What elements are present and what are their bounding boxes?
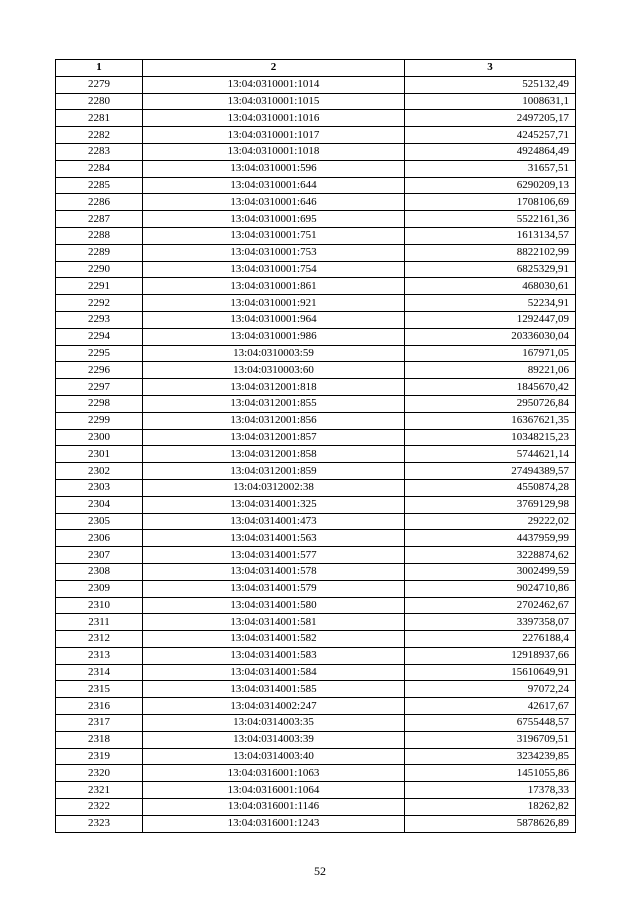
table-row bbox=[56, 429, 576, 446]
column-header-1: 1 bbox=[56, 60, 143, 77]
value-cell: 468030,61 bbox=[405, 278, 576, 295]
value-cell: 167971,05 bbox=[405, 345, 576, 362]
value-cell: 17378,33 bbox=[405, 782, 576, 799]
value-cell: 31657,51 bbox=[405, 160, 576, 177]
table-row bbox=[56, 395, 576, 412]
table-row bbox=[56, 311, 576, 328]
table-row bbox=[56, 748, 576, 765]
table-row bbox=[56, 194, 576, 211]
value-cell: 1451055,86 bbox=[405, 765, 576, 782]
table-row bbox=[56, 799, 576, 816]
cadastral-number-cell: 13:04:0310001:596 bbox=[143, 160, 405, 177]
row-number-cell: 2308 bbox=[56, 563, 143, 580]
value-cell: 4245257,71 bbox=[405, 127, 576, 144]
row-number-cell: 2285 bbox=[56, 177, 143, 194]
cadastral-number-cell: 13:04:0312002:38 bbox=[143, 479, 405, 496]
value-cell: 1845670,42 bbox=[405, 379, 576, 396]
row-number-cell: 2280 bbox=[56, 93, 143, 110]
table-row bbox=[56, 412, 576, 429]
cadastral-number-cell: 13:04:0310001:646 bbox=[143, 194, 405, 211]
row-number-cell: 2286 bbox=[56, 194, 143, 211]
column-header-3: 3 bbox=[405, 60, 576, 77]
table-row bbox=[56, 631, 576, 648]
value-cell: 2702462,67 bbox=[405, 597, 576, 614]
row-number-cell: 2293 bbox=[56, 311, 143, 328]
cadastral-number-cell: 13:04:0312001:857 bbox=[143, 429, 405, 446]
row-number-cell: 2323 bbox=[56, 815, 143, 832]
value-cell: 4437959,99 bbox=[405, 530, 576, 547]
cadastral-number-cell: 13:04:0314001:578 bbox=[143, 563, 405, 580]
row-number-cell: 2302 bbox=[56, 463, 143, 480]
cadastral-number-cell: 13:04:0312001:859 bbox=[143, 463, 405, 480]
table-row bbox=[56, 244, 576, 261]
table-row bbox=[56, 580, 576, 597]
table-row bbox=[56, 513, 576, 530]
row-number-cell: 2287 bbox=[56, 211, 143, 228]
header-row bbox=[56, 60, 576, 77]
cadastral-number-cell: 13:04:0310001:1018 bbox=[143, 143, 405, 160]
row-number-cell: 2305 bbox=[56, 513, 143, 530]
row-number-cell: 2292 bbox=[56, 295, 143, 312]
row-number-cell: 2319 bbox=[56, 748, 143, 765]
table-row bbox=[56, 664, 576, 681]
table-row bbox=[56, 211, 576, 228]
row-number-cell: 2311 bbox=[56, 614, 143, 631]
value-cell: 89221,06 bbox=[405, 362, 576, 379]
value-cell: 5744621,14 bbox=[405, 446, 576, 463]
table-row bbox=[56, 698, 576, 715]
value-cell: 8822102,99 bbox=[405, 244, 576, 261]
row-number-cell: 2316 bbox=[56, 698, 143, 715]
value-cell: 3769129,98 bbox=[405, 496, 576, 513]
value-cell: 16367621,35 bbox=[405, 412, 576, 429]
table-row bbox=[56, 782, 576, 799]
value-cell: 12918937,66 bbox=[405, 647, 576, 664]
cadastral-number-cell: 13:04:0310001:1015 bbox=[143, 93, 405, 110]
cadastral-number-cell: 13:04:0316001:1063 bbox=[143, 765, 405, 782]
table-row bbox=[56, 278, 576, 295]
cadastral-number-cell: 13:04:0312001:858 bbox=[143, 446, 405, 463]
cadastral-number-cell: 13:04:0314001:473 bbox=[143, 513, 405, 530]
row-number-cell: 2314 bbox=[56, 664, 143, 681]
cadastral-number-cell: 13:04:0314002:247 bbox=[143, 698, 405, 715]
value-cell: 1292447,09 bbox=[405, 311, 576, 328]
cadastral-number-cell: 13:04:0314001:579 bbox=[143, 580, 405, 597]
cadastral-number-cell: 13:04:0314001:582 bbox=[143, 631, 405, 648]
value-cell: 525132,49 bbox=[405, 76, 576, 93]
value-cell: 1613134,57 bbox=[405, 227, 576, 244]
page-number: 52 bbox=[314, 864, 326, 878]
table-row bbox=[56, 261, 576, 278]
table-row bbox=[56, 446, 576, 463]
table-row bbox=[56, 597, 576, 614]
value-cell: 3228874,62 bbox=[405, 547, 576, 564]
value-cell: 5522161,36 bbox=[405, 211, 576, 228]
value-cell: 52234,91 bbox=[405, 295, 576, 312]
row-number-cell: 2309 bbox=[56, 580, 143, 597]
table-row bbox=[56, 328, 576, 345]
row-number-cell: 2281 bbox=[56, 110, 143, 127]
cadastral-number-cell: 13:04:0314003:39 bbox=[143, 731, 405, 748]
cadastral-number-cell: 13:04:0310001:695 bbox=[143, 211, 405, 228]
value-cell: 5878626,89 bbox=[405, 815, 576, 832]
value-cell: 29222,02 bbox=[405, 513, 576, 530]
row-number-cell: 2317 bbox=[56, 715, 143, 732]
row-number-cell: 2304 bbox=[56, 496, 143, 513]
value-cell: 4924864,49 bbox=[405, 143, 576, 160]
row-number-cell: 2297 bbox=[56, 379, 143, 396]
cadastral-number-cell: 13:04:0314001:585 bbox=[143, 681, 405, 698]
cadastral-number-cell: 13:04:0316001:1146 bbox=[143, 799, 405, 816]
cadastral-number-cell: 13:04:0310001:964 bbox=[143, 311, 405, 328]
value-cell: 20336030,04 bbox=[405, 328, 576, 345]
row-number-cell: 2312 bbox=[56, 631, 143, 648]
table-row bbox=[56, 362, 576, 379]
cadastral-number-cell: 13:04:0310001:1016 bbox=[143, 110, 405, 127]
value-cell: 3234239,85 bbox=[405, 748, 576, 765]
row-number-cell: 2289 bbox=[56, 244, 143, 261]
cadastral-number-cell: 13:04:0310001:986 bbox=[143, 328, 405, 345]
value-cell: 6755448,57 bbox=[405, 715, 576, 732]
row-number-cell: 2279 bbox=[56, 76, 143, 93]
table-row bbox=[56, 76, 576, 93]
cadastral-number-cell: 13:04:0310001:753 bbox=[143, 244, 405, 261]
row-number-cell: 2291 bbox=[56, 278, 143, 295]
value-cell: 9024710,86 bbox=[405, 580, 576, 597]
value-cell: 6825329,91 bbox=[405, 261, 576, 278]
cadastral-number-cell: 13:04:0312001:855 bbox=[143, 395, 405, 412]
row-number-cell: 2321 bbox=[56, 782, 143, 799]
cadastral-number-cell: 13:04:0314001:325 bbox=[143, 496, 405, 513]
table-row bbox=[56, 379, 576, 396]
table-row bbox=[56, 295, 576, 312]
table-row bbox=[56, 110, 576, 127]
cadastral-number-cell: 13:04:0316001:1064 bbox=[143, 782, 405, 799]
table-row bbox=[56, 715, 576, 732]
value-cell: 97072,24 bbox=[405, 681, 576, 698]
value-cell: 4550874,28 bbox=[405, 479, 576, 496]
cadastral-number-cell: 13:04:0314001:581 bbox=[143, 614, 405, 631]
value-cell: 10348215,23 bbox=[405, 429, 576, 446]
table-row bbox=[56, 127, 576, 144]
cadastral-number-cell: 13:04:0314001:584 bbox=[143, 664, 405, 681]
cadastral-number-cell: 13:04:0310001:1014 bbox=[143, 76, 405, 93]
table-row bbox=[56, 547, 576, 564]
value-cell: 1708106,69 bbox=[405, 194, 576, 211]
row-number-cell: 2301 bbox=[56, 446, 143, 463]
value-cell: 2497205,17 bbox=[405, 110, 576, 127]
row-number-cell: 2283 bbox=[56, 143, 143, 160]
data-table bbox=[55, 59, 576, 833]
cadastral-number-cell: 13:04:0314001:583 bbox=[143, 647, 405, 664]
row-number-cell: 2290 bbox=[56, 261, 143, 278]
row-number-cell: 2288 bbox=[56, 227, 143, 244]
table-row bbox=[56, 143, 576, 160]
cadastral-number-cell: 13:04:0314001:577 bbox=[143, 547, 405, 564]
table-row bbox=[56, 463, 576, 480]
row-number-cell: 2307 bbox=[56, 547, 143, 564]
table-row bbox=[56, 815, 576, 832]
row-number-cell: 2298 bbox=[56, 395, 143, 412]
row-number-cell: 2284 bbox=[56, 160, 143, 177]
value-cell: 18262,82 bbox=[405, 799, 576, 816]
row-number-cell: 2313 bbox=[56, 647, 143, 664]
table-row bbox=[56, 563, 576, 580]
table-row bbox=[56, 479, 576, 496]
row-number-cell: 2315 bbox=[56, 681, 143, 698]
cadastral-number-cell: 13:04:0310003:60 bbox=[143, 362, 405, 379]
row-number-cell: 2295 bbox=[56, 345, 143, 362]
value-cell: 2950726,84 bbox=[405, 395, 576, 412]
cadastral-number-cell: 13:04:0314001:580 bbox=[143, 597, 405, 614]
cadastral-number-cell: 13:04:0310001:751 bbox=[143, 227, 405, 244]
row-number-cell: 2296 bbox=[56, 362, 143, 379]
cadastral-number-cell: 13:04:0310001:644 bbox=[143, 177, 405, 194]
value-cell: 3196709,51 bbox=[405, 731, 576, 748]
cadastral-number-cell: 13:04:0310001:754 bbox=[143, 261, 405, 278]
cadastral-number-cell: 13:04:0312001:818 bbox=[143, 379, 405, 396]
row-number-cell: 2294 bbox=[56, 328, 143, 345]
value-cell: 6290209,13 bbox=[405, 177, 576, 194]
cadastral-number-cell: 13:04:0312001:856 bbox=[143, 412, 405, 429]
cadastral-number-cell: 13:04:0310001:1017 bbox=[143, 127, 405, 144]
value-cell: 1008631,1 bbox=[405, 93, 576, 110]
table-row bbox=[56, 614, 576, 631]
value-cell: 15610649,91 bbox=[405, 664, 576, 681]
cadastral-number-cell: 13:04:0310001:921 bbox=[143, 295, 405, 312]
cadastral-number-cell: 13:04:0310003:59 bbox=[143, 345, 405, 362]
cadastral-number-cell: 13:04:0314003:40 bbox=[143, 748, 405, 765]
cadastral-number-cell: 13:04:0314003:35 bbox=[143, 715, 405, 732]
table-body bbox=[56, 76, 576, 832]
row-number-cell: 2310 bbox=[56, 597, 143, 614]
table-row bbox=[56, 496, 576, 513]
table-row bbox=[56, 345, 576, 362]
cadastral-number-cell: 13:04:0310001:861 bbox=[143, 278, 405, 295]
cadastral-number-cell: 13:04:0316001:1243 bbox=[143, 815, 405, 832]
table-row bbox=[56, 177, 576, 194]
row-number-cell: 2282 bbox=[56, 127, 143, 144]
value-cell: 42617,67 bbox=[405, 698, 576, 715]
row-number-cell: 2300 bbox=[56, 429, 143, 446]
table-header bbox=[56, 60, 576, 77]
value-cell: 27494389,57 bbox=[405, 463, 576, 480]
table-row bbox=[56, 530, 576, 547]
table-row bbox=[56, 765, 576, 782]
row-number-cell: 2306 bbox=[56, 530, 143, 547]
row-number-cell: 2322 bbox=[56, 799, 143, 816]
row-number-cell: 2299 bbox=[56, 412, 143, 429]
table-row bbox=[56, 93, 576, 110]
column-header-2: 2 bbox=[143, 60, 405, 77]
row-number-cell: 2303 bbox=[56, 479, 143, 496]
table-row bbox=[56, 160, 576, 177]
value-cell: 3002499,59 bbox=[405, 563, 576, 580]
table-row bbox=[56, 227, 576, 244]
value-cell: 3397358,07 bbox=[405, 614, 576, 631]
table-row bbox=[56, 731, 576, 748]
table-row bbox=[56, 647, 576, 664]
cadastral-number-cell: 13:04:0314001:563 bbox=[143, 530, 405, 547]
value-cell: 2276188,4 bbox=[405, 631, 576, 648]
row-number-cell: 2318 bbox=[56, 731, 143, 748]
row-number-cell: 2320 bbox=[56, 765, 143, 782]
table-row bbox=[56, 681, 576, 698]
